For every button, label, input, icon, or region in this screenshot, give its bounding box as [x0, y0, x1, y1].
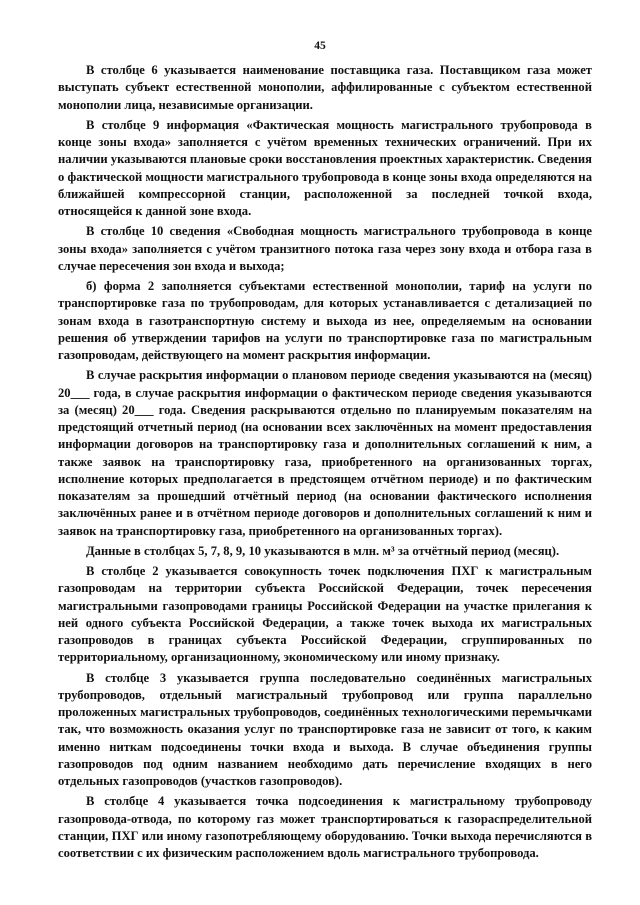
paragraph: Данные в столбцах 5, 7, 8, 9, 10 указываются в млн. м³ за отчётный период (месяц).	[86, 543, 560, 558]
page-number: 45	[314, 40, 326, 52]
paragraph: В столбце 10 сведения «Свободная мощность магистрального трубопровода в конце зоны входа» заполняется с учётом транзитного потока газа через зону входа и отбора газа в случае пересечения зон входа и выхода;	[58, 224, 592, 273]
paragraph: В столбце 6 указывается наименование поставщика газа. Поставщиком газа может выступать субъект естественной монополии, аффилированные с субъектом естественной монополии лица, независимые организации.	[58, 63, 592, 112]
paragraph: В столбце 3 указывается группа последовательно соединённых магистральных трубопроводов, отдельный магистральный трубопровод или группа параллельно проложенных магистральных трубопроводов, соединённых технологическими перемычками так, что возможность оказания услуг по транспортировке газа не зависит от того, к каким именно ниткам подсоединены точки входа и выхода. В случае объединения группы газопроводов под одним названием необходимо дать перечисление входящих в него отдельных газопроводов (участков газопроводов).	[58, 670, 592, 788]
document-body	[58, 62, 592, 865]
paragraph: б) форма 2 заполняется субъектами естественной монополии, тариф на услуги по транспортировке газа по трубопроводам, для которых устанавливается с детализацией по зонам входа в газотранспортную систему и выхода из нее, определяемым на основании решения об утверждении тарифов на услуги по транспортировке газа по магистральным газопроводам, действующего на момент раскрытия информации.	[58, 279, 592, 362]
paragraph: В столбце 2 указывается совокупность точек подключения ПХГ к магистральным газопроводам на территории субъекта Российской Федерации, точек пересечения магистральными газопроводами границы Российской Федерации на участке прилегания к ней одного субъекта Российской Федерации, а также точек выхода их магистральных газопроводов в границах субъекта Российской Федерации, сгруппированных по территориальному, организационному, экономическому или иному признаку.	[58, 564, 592, 665]
paragraph: В столбце 4 указывается точка подсоединения к магистральному трубопроводу газопровода-отвода, по которому газ может транспортироваться к газораспределительной станции, ПХГ или иному газопотребляющему оборудованию. Точки выхода перечисляются в соответствии с их физическим расположением вдоль магистрального трубопровода.	[58, 794, 592, 860]
paragraph: В случае раскрытия информации о плановом периоде сведения указываются на (месяц) 20___ года, в случае раскрытия информации о фактическом периоде сведения указываются за (месяц) 20___ года. Сведения раскрываются отдельно по планируемым показателям на предстоящий отчетный период (на основании всех заключённых на момент предоставления информации договоров на транспортировку газа и дополнительных соглашений к ним, а также заявок на транспортировку газа, приобретенного на организованных торгах, исполнение которых предполагается в предстоящем отчётном периоде) и по фактическим показателям за прошедший отчётный период (на основании фактического исполнения заключённых ранее и в отчётном периоде договоров и дополнительных соглашений к ним и заявок на транспортировку газа, приобретенного на организованных торгах).	[58, 368, 592, 538]
paragraph: В столбце 9 информация «Фактическая мощность магистрального трубопровода в конце зоны входа» заполняется с учётом временных технических ограничений. При их наличии указываются плановые сроки восстановления проектных характеристик. Сведения о фактической мощности магистрального трубопровода в конце зоны входа определяются на ближайшей компрессорной станции, расположенной за последней точкой входа, относящейся к данной зоне входа.	[58, 117, 592, 218]
